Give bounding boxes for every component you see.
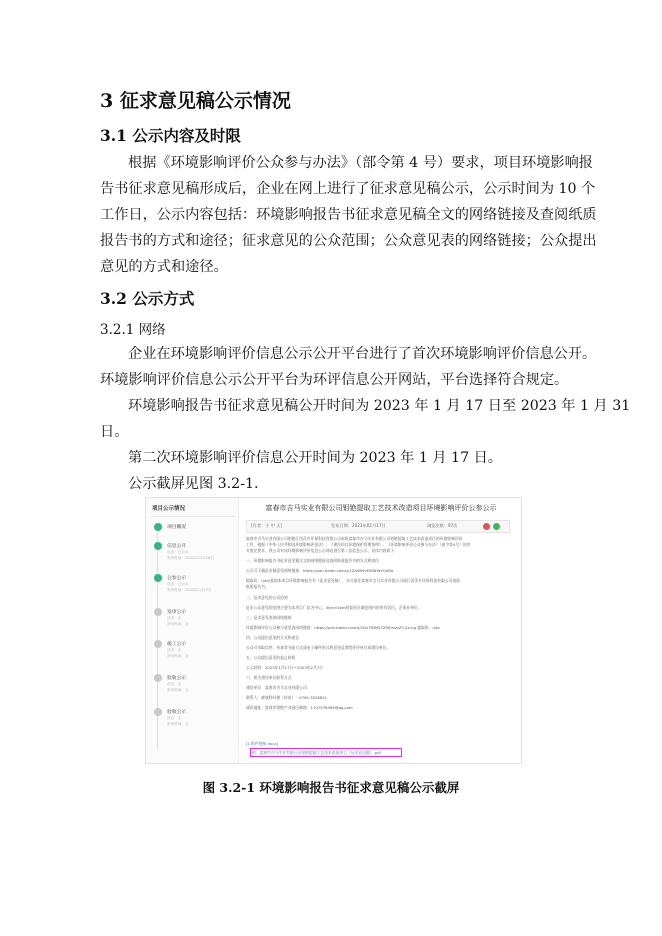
notice-heading: 五、公众提出意见的起止时间 [246,655,296,660]
subsection-3-2-title: 3.2 公示方式 [100,289,195,308]
notice-line: 公众可采取信件、传真等书面方式或电子邮件形式将意见反馈给环评单位或建设单位。 [246,645,391,650]
notice-heading: 一、环境影响报告书征求意见稿全文的网络链接及查阅纸质报告书的方式和途径 [246,558,379,563]
share-weibo-icon[interactable] [483,523,490,530]
sidebar-item-status: 状态：无 [167,682,182,686]
sidebar-item-date: 发布时间：无 [167,654,189,658]
notice-line: 联系人：廖斌科经理（传真）：0795-3526811 [246,695,328,700]
notice-line: 富春市吉马实业有限公司钼铯江西萍乡环保科技有限公司承担富春市吉马实业有限公司钼铯提取工艺技术改造项目的环境影响评价 [246,536,463,541]
section-title: 3 征求意见稿公示情况 [100,90,291,112]
notice-heading: 二、征求意见的公众范围 [246,595,288,600]
sidebar-item-label: 竣工公示 [167,642,187,647]
screenshot-main [246,498,516,763]
notice-heading: 六、相关建设单位联系方式 [246,675,292,680]
sidebar-title: 项目公示情况 [152,506,186,512]
status-dot-icon [154,542,162,550]
paragraph-2-line-1: 企业在环境影响评价信息公示公开平台进行了首次环境影响评价信息公开。 [128,346,597,362]
paragraph-1-line-5: 意见的方式和途径。 [100,259,228,275]
notice-line: 关规定要求，我公司对该环境影响评价信息公示网站进行第二次信息公示，具体内容如下： [246,548,398,553]
paragraph-5: 公示截屏见图 3.2-1. [128,476,259,492]
status-dot-icon [154,674,162,682]
sidebar-item-label: 公参公示 [167,576,187,581]
notice-line: 征求公众意见的范围主要为本项目厂址为中心，5km×5km的矩形区域范围内的所有居民、企事业单位。 [246,605,422,610]
share-wechat-icon[interactable] [493,523,500,530]
paragraph-3-line-1: 环境影响报告书征求意见稿公开时间为 2023 年 1 月 17 日至 2023 年 1 月 31 [128,398,631,414]
meta-author: [作者：小 甲 天] [251,523,283,528]
sidebar-item-date: 发布时间：2022年12月16日 [167,556,215,560]
sidebar-item-label: 发审公示 [167,610,187,615]
notice-title: 富春市吉马实业有限公司钼铯提取工艺技术改造项目环境影响评价公参公示 [265,504,497,512]
sidebar-item-status: 状态：已公示 [167,582,189,586]
notice-meta-bar [246,520,510,533]
disclosure-screenshot [145,497,522,764]
subsection-3-1-title: 3.1 公示内容及时限 [100,126,241,145]
attachment-pdf-link[interactable]: 附：富春市吉马实业有限公司钼铯提取工艺技术改造项目（征求意见稿）.pdf [252,750,381,755]
sidebar-item-label: 验收公示 [167,710,187,715]
paragraph-2-line-2: 环境影响评价信息公示公开平台为环评信息公开网站，平台选择符合规定。 [100,372,569,388]
sidebar-item-label: 信息公开 [167,544,187,549]
figure-caption: 图 3.2-1 环境影响报告书征求意见稿公示截屏 [202,780,460,795]
sidebar-item-status: 状态：无 [167,616,182,620]
sidebar-item-date: 发布时间：无 [167,688,189,692]
paragraph-3-line-2: 日。 [100,424,129,440]
notice-line: 建设单位：富春市吉马实业有限公司 [246,685,307,690]
notice-line: 公示时间：2023年1月17日～2023年2月7日 [246,665,323,670]
attachment-link[interactable]: [1.附件链接.docx] [246,741,279,746]
sidebar-item-label: 项目概况 [167,525,187,530]
notice-line: 通讯地址：富春市钼铯产业园区邮箱：1107576569@qq.com [246,705,353,710]
notice-line: 提取码：rj4d(查阅本项目环境影响报告书（征求意见稿），亦可前往富春市吉马实业有限公司或江西萍乡环保科技有限公司查阅 [246,578,460,583]
sidebar-item-date: 发布时间：无 [167,722,189,726]
paragraph-1-line-1: 根据《环境影响评价公众参与办法》（部令第 4 号）要求，项目环境影响报 [128,155,593,171]
notice-line: 纸质报告书。 [246,584,269,589]
status-dot-icon [154,523,162,531]
sidebar-item-date: 发布时间：2023年1月17日 [167,588,212,592]
status-dot-icon [154,574,162,582]
notice-heading: 三、征求意见表的网络链接 [246,615,292,620]
notice-line: 环境影响评价公众参与意见表网络链接：https://pan.baidu.com/s/1Dv7fDM5TZ9SmvbZ3,2e-hg 提取码：rj4o [246,625,440,630]
notice-heading: 四、公众提出意见的方式和途径 [246,635,300,640]
meta-date: 发布日期：2023年01月17日 [331,523,386,528]
subsection-3-2-1-title: 3.2.1 网络 [100,322,166,338]
paragraph-4: 第二次环境影响评价信息公开时间为 2023 年 1 月 17 日。 [128,450,502,466]
sidebar-item-status: 状态：已公示 [167,550,189,554]
paragraph-1-line-2: 告书征求意见稿形成后，企业在网上进行了征求意见稿公示，公示时间为 10 个 [100,181,596,197]
sidebar-item-label: 验收公示 [167,676,187,681]
notice-line: 公示可下载征求稿意见网络链接：https://pan.baidu.com/s/1ZXdB9yE896YaYQhRA [246,568,394,573]
paragraph-1-line-4: 报告书的方式和途径；征求意见的公众范围；公众意见表的网络链接；公众提出 [100,233,597,249]
paragraph-1-line-3: 工作日，公示内容包括：环境影响报告书征求意见稿全文的网络链接及查阅纸质 [100,207,597,223]
screenshot-sidebar [146,498,239,763]
notice-line: 工作，根据《中华人民共和国环境影响评价法》、《建设项目环境保护管理条例》、《环境影响评价公众参与办法》（部令第4号）的有 [246,542,471,547]
meta-views: 浏览次数：97次 [427,523,458,528]
status-dot-icon [154,640,162,648]
sidebar-item-date: 发布时间：无 [167,622,189,626]
sidebar-item-status: 状态：无 [167,716,182,720]
status-dot-icon [154,708,162,716]
status-dot-icon [154,608,162,616]
sidebar-item-status: 状态：无 [167,648,182,652]
